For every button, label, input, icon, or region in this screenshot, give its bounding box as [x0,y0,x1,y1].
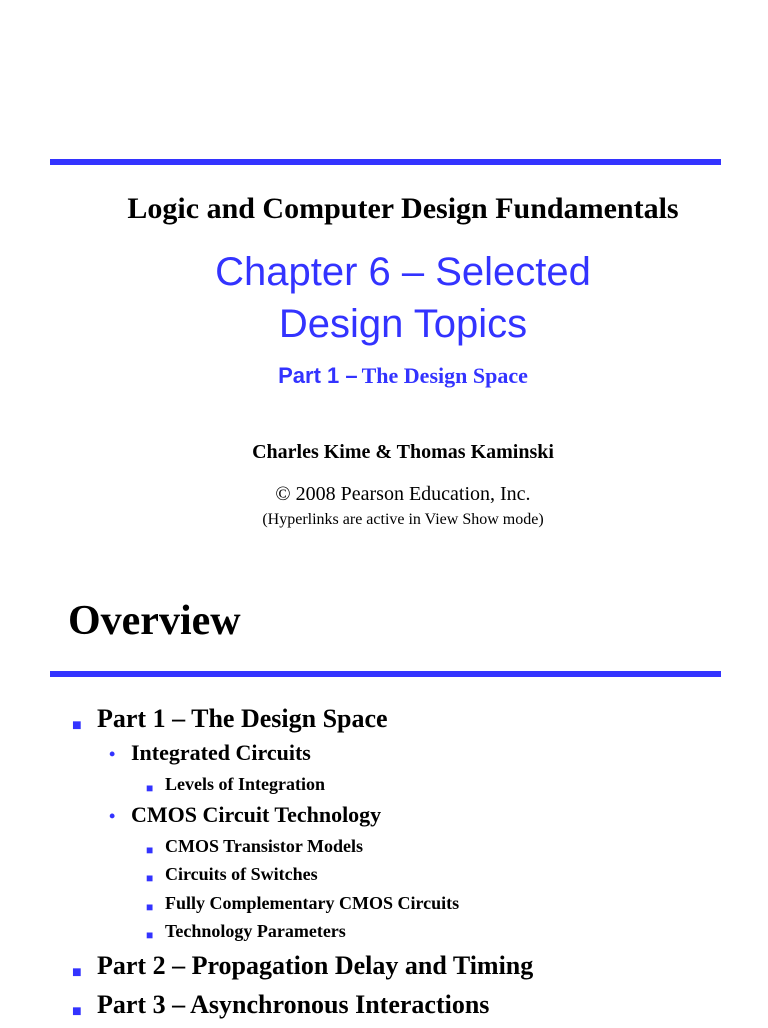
chapter-title-line-1: Chapter 6 – Selected [215,250,591,294]
outline-item-level-3[interactable] [146,862,318,886]
outline-item-level-1[interactable] [72,989,490,1021]
round-bullet-icon: • [109,744,116,764]
copyright: © 2008 Pearson Education, Inc. [275,483,531,505]
outline-item-label: Technology Parameters [165,921,346,941]
outline-item-level-3[interactable] [146,772,325,796]
hyperlinks-note: (Hyperlinks are active in View Show mode) [262,511,544,528]
outline-item-label: Part 3 – Asynchronous Interactions [97,990,490,1019]
outline-item-label: CMOS Circuit Technology [131,802,382,827]
square-bullet-icon: ■ [72,964,82,981]
outline-item-label: Part 2 – Propagation Delay and Timing [97,951,534,980]
chapter-title [0,246,768,350]
outline-item-label: Integrated Circuits [131,740,311,765]
round-bullet-icon: • [109,806,116,826]
part-subtitle: The Design Space [361,363,528,388]
outline-item-level-3[interactable] [146,919,346,943]
part-label: Part 1 – [278,363,358,388]
square-bullet-icon: ■ [72,1003,82,1020]
chapter-title-line-2: Design Topics [278,302,528,346]
outline-item-level-3[interactable] [146,834,364,858]
square-bullet-icon: ■ [146,871,154,885]
square-bullet-icon: ■ [72,717,82,734]
outline-item-label: Fully Complementary CMOS Circuits [165,893,460,913]
overview-title: Overview [68,598,241,644]
outline-item-level-2[interactable] [109,801,382,829]
course-title: Logic and Computer Design Fundamentals [127,192,679,225]
square-bullet-icon: ■ [146,928,154,942]
outline-item-level-1[interactable] [72,950,534,982]
outline-item-level-1[interactable] [72,703,388,735]
overview-divider [50,671,721,677]
outline-item-label: Levels of Integration [165,774,325,794]
title-divider [50,159,721,165]
square-bullet-icon: ■ [146,900,154,914]
outline-item-label: Circuits of Switches [165,864,318,884]
outline-item-label: Part 1 – The Design Space [97,704,388,733]
authors: Charles Kime & Thomas Kaminski [252,441,554,463]
square-bullet-icon: ■ [146,843,154,857]
outline-item-level-2[interactable] [109,739,311,767]
outline-item-label: CMOS Transistor Models [165,836,364,856]
part-heading [0,361,768,394]
outline-item-level-3[interactable] [146,891,460,915]
square-bullet-icon: ■ [146,781,154,795]
